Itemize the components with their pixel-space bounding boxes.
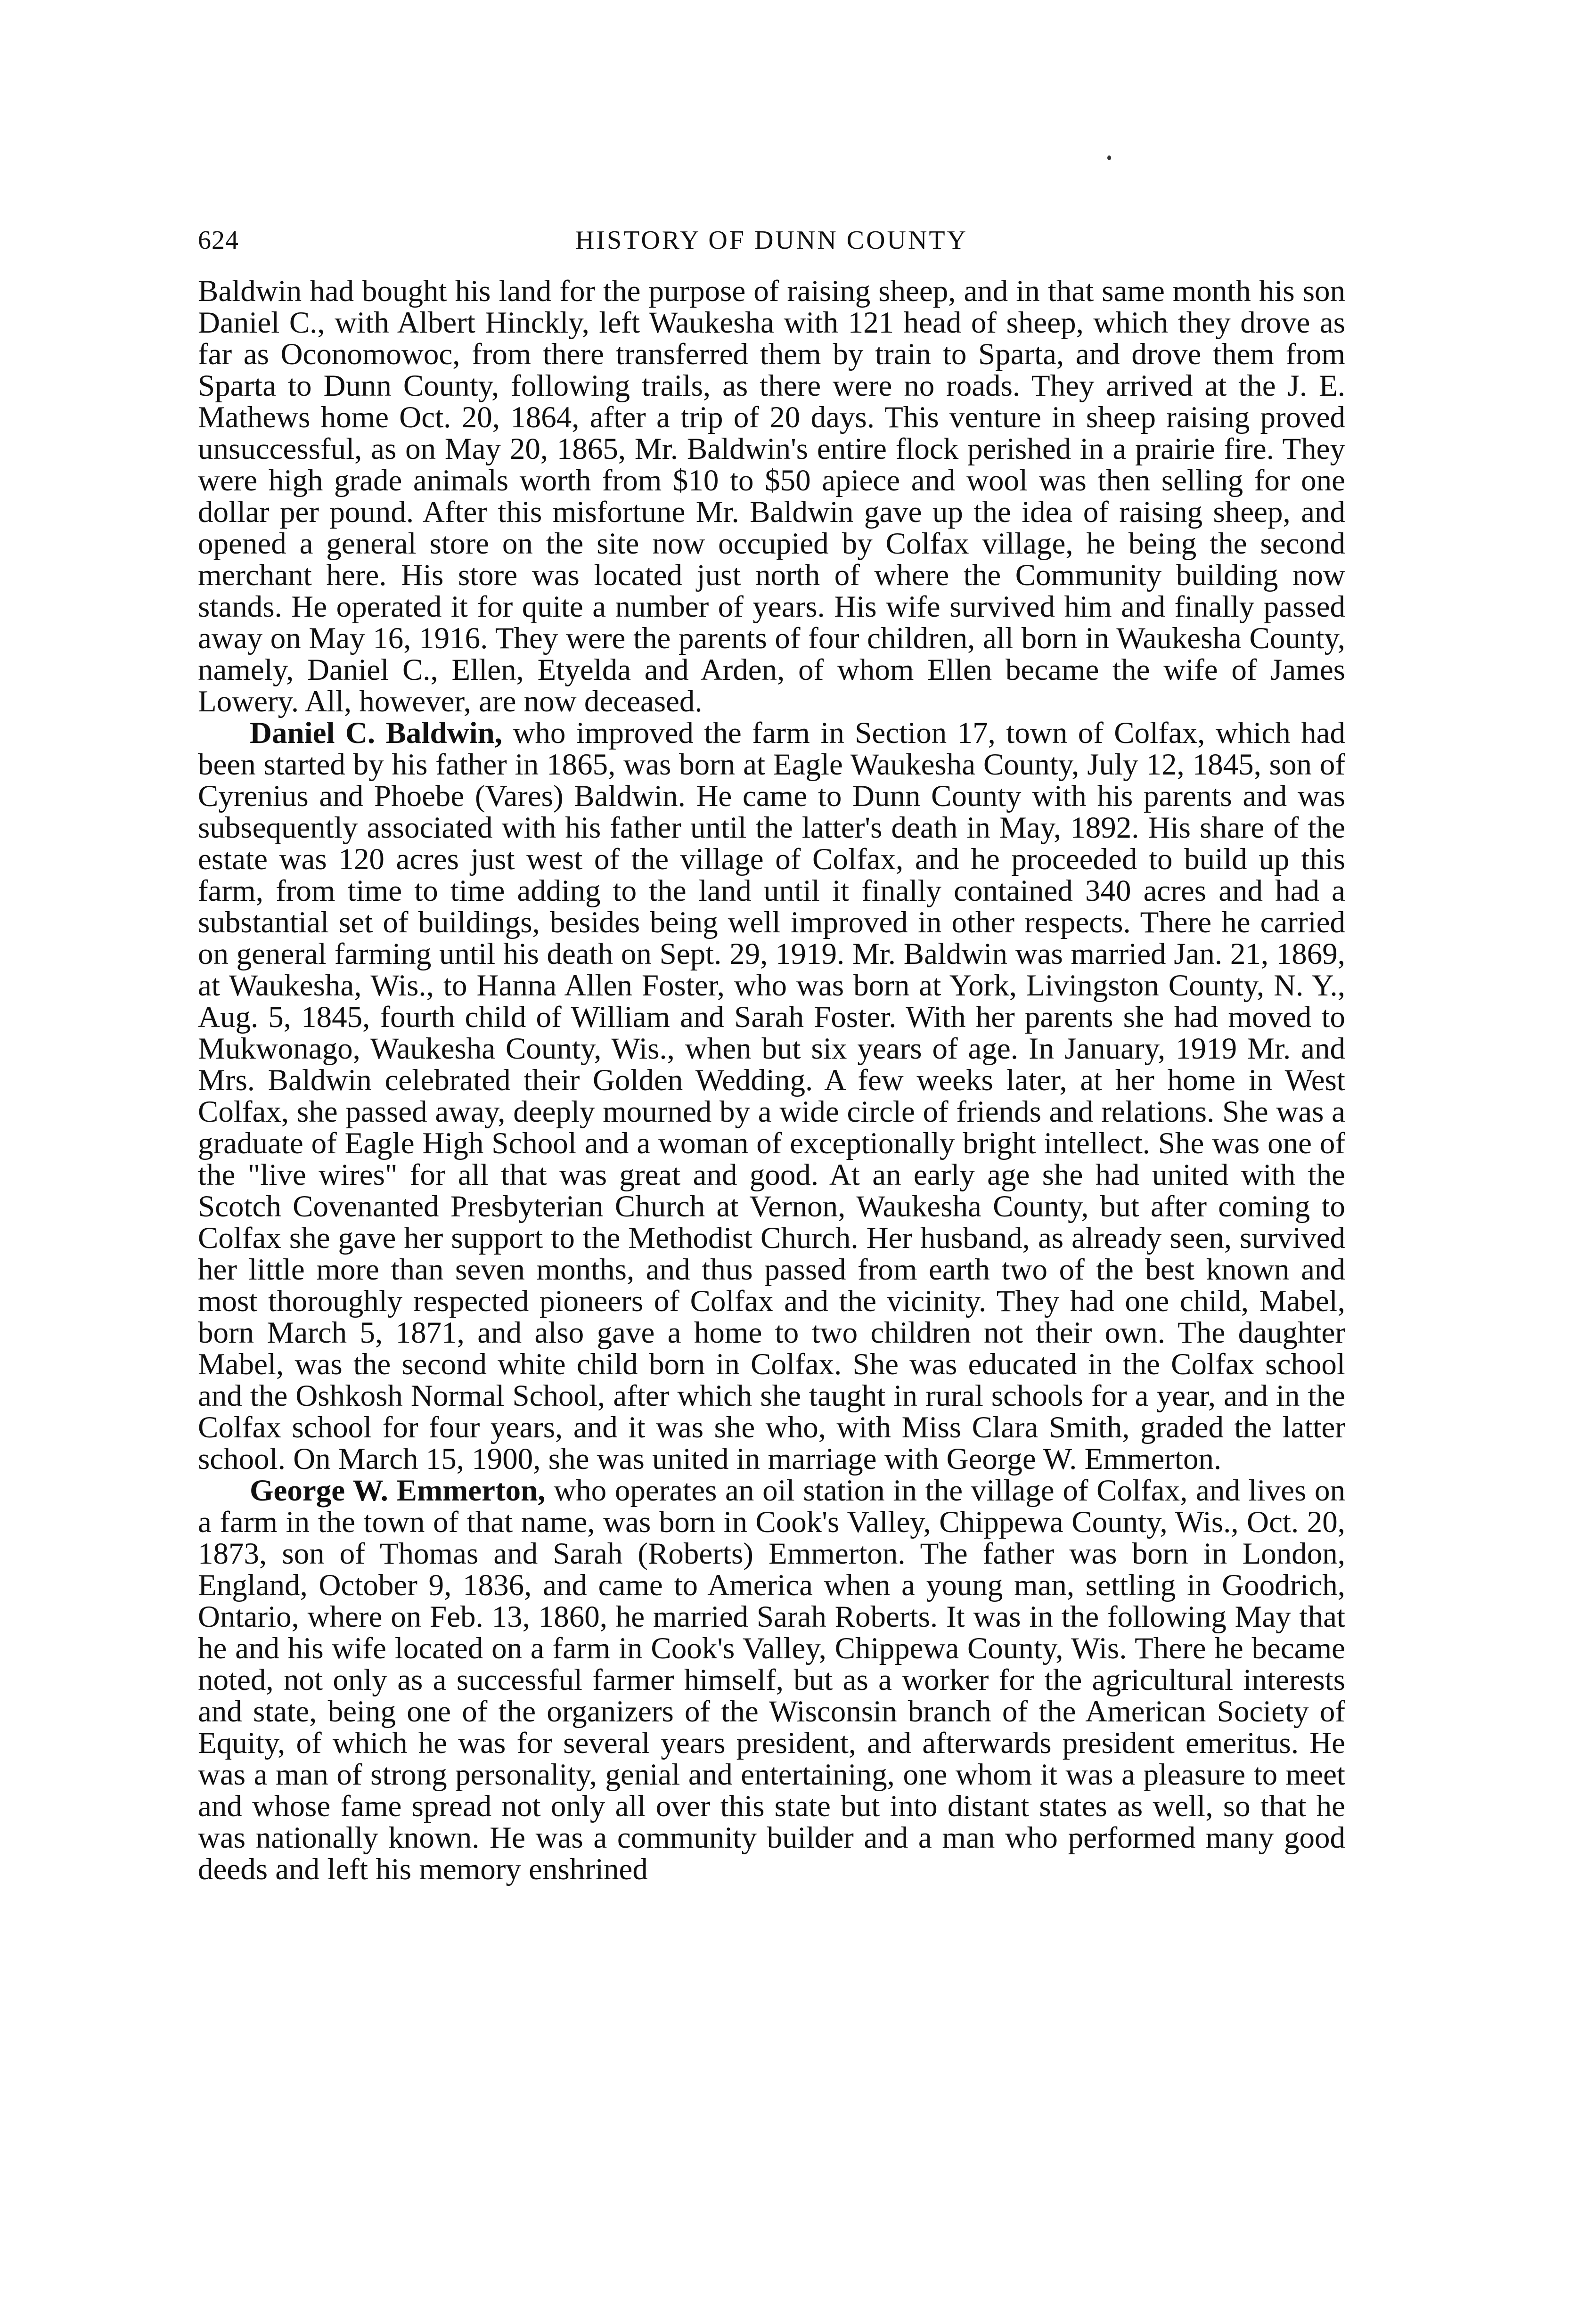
- page-header: [198, 221, 1345, 264]
- paragraph-baldwin-continued: [198, 276, 1345, 718]
- biography-name: Daniel C. Baldwin,: [250, 716, 503, 750]
- paragraph-text: who operates an oil station in the village of Colfax, and lives on a farm in the town of that name, was born in Cook's Valley, Chippewa County, Wis., Oct. 20, 1873, son of Thomas and Sarah (Roberts) Emmerton. The father was born in London, England, October 9, 1836, and came to America when a young man, settling in Goodrich, Ontario, where on Feb. 13, 1860, he married Sarah Roberts. It was in the following May that he and his wife located on a farm in Cook's Valley, Chippewa County, Wis. There he became noted, not only as a successful farmer himself, but as a worker for the agricultural interests and state, being one of the organizers of the Wisconsin branch of the American Society of Equity, of which he was for several years president, and afterwards president emeritus. He was a man of strong personality, genial and entertaining, one whom it was a pleasure to meet and whose fame spread not only all over this state but into distant states as well, so that he was nationally known. He was a community builder and a man who performed many good deeds and left his memory enshrined: [198, 1474, 1346, 1886]
- biography-name: George W. Emmerton,: [250, 1474, 546, 1508]
- print-speck: [1107, 155, 1111, 160]
- paragraph-george-w-emmerton: [198, 1475, 1345, 1885]
- paragraph-text: Baldwin had bought his land for the purpose of raising sheep, and in that same month his son Daniel C., with Albert Hinckly, left Waukesha with 121 head of sheep, which they drove as far as Oconomowoc, from there transferred them by train to Sparta, and drove them from Sparta to Dunn County, following trails, as there were no roads. They arrived at the J. E. Mathews home Oct. 20, 1864, after a trip of 20 days. This venture in sheep raising proved unsuccessful, as on May 20, 1865, Mr. Baldwin's entire flock perished in a prairie fire. They were high grade animals worth from $10 to $50 apiece and wool was then selling for one dollar per pound. After this misfortune Mr. Baldwin gave up the idea of raising sheep, and opened a general store on the site now occupied by Colfax village, he being the second merchant here. His store was located just north of where the Community building now stands. He operated it for quite a number of years. His wife survived him and finally passed away on May 16, 1916. They were the parents of four children, all born in Waukesha County, namely, Daniel C., Ellen, Etyelda and Arden, of whom Ellen became the wife of James Lowery. All, however, are now deceased.: [198, 274, 1345, 718]
- body-text: [198, 276, 1345, 1885]
- running-head: HISTORY OF DUNN COUNTY: [575, 226, 968, 255]
- paragraph-daniel-c-baldwin: [198, 718, 1345, 1475]
- paragraph-text: who improved the farm in Section 17, town of Colfax, which had been started by his father in 1865, was born at Eagle Waukesha County, July 12, 1845, son of Cyrenius and Phoebe (Vares) Baldwin. He came to Dunn County with his parents and was subsequently associated with his father until the latter's death in May, 1892. His share of the estate was 120 acres just west of the village of Colfax, and he proceeded to build up this farm, from time to time adding to the land until it finally contained 340 acres and had a substantial set of buildings, besides being well improved in other respects. There he carried on general farming until his death on Sept. 29, 1919. Mr. Baldwin was married Jan. 21, 1869, at Waukesha, Wis., to Hanna Allen Foster, who was born at York, Livingston County, N. Y., Aug. 5, 1845, fourth child of William and Sarah Foster. With her parents she had moved to Mukwonago, Waukesha County, Wis., when but six years of age. In January, 1919 Mr. and Mrs. Baldwin celebrated their Golden Wedding. A few weeks later, at her home in West Colfax, she passed away, deeply mourned by a wide circle of friends and relations. She was a graduate of Eagle High School and a woman of exceptionally bright intellect. She was one of the "live wires" for all that was great and good. At an early age she had united with the Scotch Covenanted Presbyterian Church at Vernon, Waukesha County, but after coming to Colfax she gave her support to the Methodist Church. Her husband, as already seen, survived her little more than seven months, and thus passed from earth two of the best known and most thoroughly respected pioneers of Colfax and the vicinity. They had one child, Mabel, born March 5, 1871, and also gave a home to two children not their own. The daughter Mabel, was the second white child born in Colfax. She was educated in the Colfax school and the Oshkosh Normal School, after which she taught in rural schools for a year, and in the Colfax school for four years, and it was she who, with Miss Clara Smith, graded the latter school. On March 15, 1900, she was united in marriage with George W. Emmerton.: [198, 716, 1345, 1476]
- page-number: 624: [198, 226, 239, 255]
